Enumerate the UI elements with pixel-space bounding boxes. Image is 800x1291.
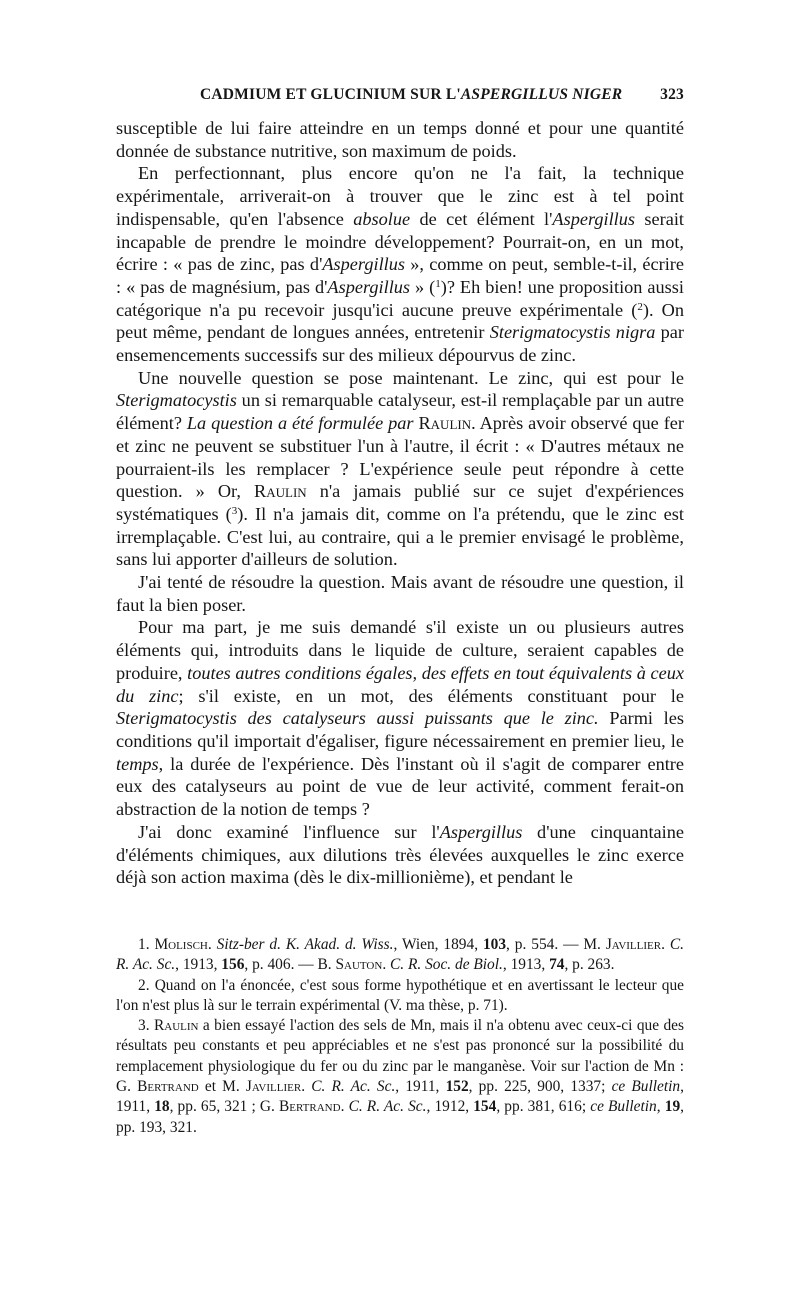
running-title: CADMIUM ET GLUCINIUM SUR L'ASPERGILLUS NIGER xyxy=(200,86,623,103)
footnote-ref-3[interactable]: 3 xyxy=(231,504,238,517)
running-header xyxy=(116,86,684,108)
paragraph-3: Une nouvelle question se pose maintenant. Le zinc, qui est pour le Sterigmatocystis un si remarquable catalyseur, est-il remplaçable par un autre élément? La question a été formulée par Raulin. Après avoir observé que fer et zinc ne peuvent se substituer l'un à l'autre, il écrit : « D'autres métaux ne pourraient-ils les remplacer ? L'expérience seule peut répondre à cette question. » Or, Raulin n'a jamais publié sur ce sujet d'expériences systématiques ($^3$). Il n'a jamais dit, comme on l'a prétendu, que le zinc est irremplaçable. C'est lui, au contraire, qui a le premier envisagé le problème, sans lui apporter d'ailleurs de solution. xyxy=(116,367,684,570)
body-text xyxy=(116,117,684,889)
paragraph-2: En perfectionnant, plus encore qu'on ne l'a fait, la technique expérimentale, arriverait-on à trouver que le zinc est à tel point indispensable, qu'en l'absence absolue de cet élément l'Aspergillus serait incapable de prendre le moindre développement? Pourrait-on, en un mot, écrire : « pas de zinc, pas d'Aspergillus », comme on peut, semble-t-il, écrire : « pas de magnésium, pas d'Aspergillus » ($^1$)? Eh bien! une proposition aussi catégorique n'a pu recevoir jusqu'ici aucune preuve expérimentale ($^2$). On peut même, pendant de longues années, entretenir Sterigmatocystis nigra par ensemencements successifs sur des milieux dépourvus de zinc. xyxy=(116,163,685,366)
author-name: Raulin xyxy=(418,413,472,434)
footnotes xyxy=(116,935,684,1138)
footnote-2: 2. Quand on l'a énoncée, c'est sous forme hypothétique et en avertissant le lecteur que l'on n'est plus là sur le terrain expérimental (V. ma thèse, p. 71). xyxy=(116,976,684,1014)
paragraph-1: susceptible de lui faire atteindre en un temps donné et pour une quantité donnée de substance nutritive, son maximum de poids. xyxy=(116,118,684,161)
paragraph-4: J'ai tenté de résoudre la question. Mais avant de résoudre une question, il faut la bien poser. xyxy=(116,572,684,615)
page-number: 323 xyxy=(660,86,684,103)
paragraph-6: J'ai donc examiné l'influence sur l'Aspergillus d'une cinquantaine d'éléments chimiques, aux dilutions très élevées auxquelles le zinc exerce déjà son action maxima (dès le dix-millionième), et pendant le xyxy=(116,821,684,888)
footnote-3: 3. Raulin a bien essayé l'action des sels de Mn, mais il n'a obtenu avec ceux-ci que des résultats peu constants et peu appréciables et ne s'est pas prononcé sur la possibilité du remplacement physiologique du fer ou du zinc par le manganèse. Voir sur l'action de Mn : G. Bertrand et M. Javillier. C. R. Ac. Sc., 1911, 152, pp. 225, 900, 1337; ce Bulletin, 1911, 18, pp. 65, 321 ; G. Bertrand. C. R. Ac. Sc., 1912, 154, pp. 381, 616; ce Bulletin, 19, pp. 193, 321. xyxy=(116,1017,684,1136)
footnote-ref-1[interactable]: 1 xyxy=(435,277,441,290)
author-name: Raulin xyxy=(254,481,307,502)
paragraph-5: Pour ma part, je me suis demandé s'il existe un ou plusieurs autres éléments qui, introduits dans le liquide de culture, seraient capables de produire, toutes autres conditions égales, des effets en tout équivalents à ceux du zinc; s'il existe, en un mot, des éléments constituant pour le Sterigmatocystis des catalyseurs aussi puissants que le zinc. Parmi les conditions qu'il importait d'égaliser, figure nécessairement en premier lieu, le temps, la durée de l'expérience. Dès l'instant où il s'agit de comparer entre eux des catalyseurs au point de vue de leur activité, comment ferait-on abstraction de la notion de temps ? xyxy=(116,617,684,820)
footnote-ref-2[interactable]: 2 xyxy=(637,300,643,313)
footnote-1: 1. Molisch. Sitz-ber d. K. Akad. d. Wiss., Wien, 1894, 103, p. 554. — M. Javillier. C. R. Ac. Sc., 1913, 156, p. 406. — B. Sauton. C. R. Soc. de Biol., 1913, 74, p. 263. xyxy=(116,936,684,974)
